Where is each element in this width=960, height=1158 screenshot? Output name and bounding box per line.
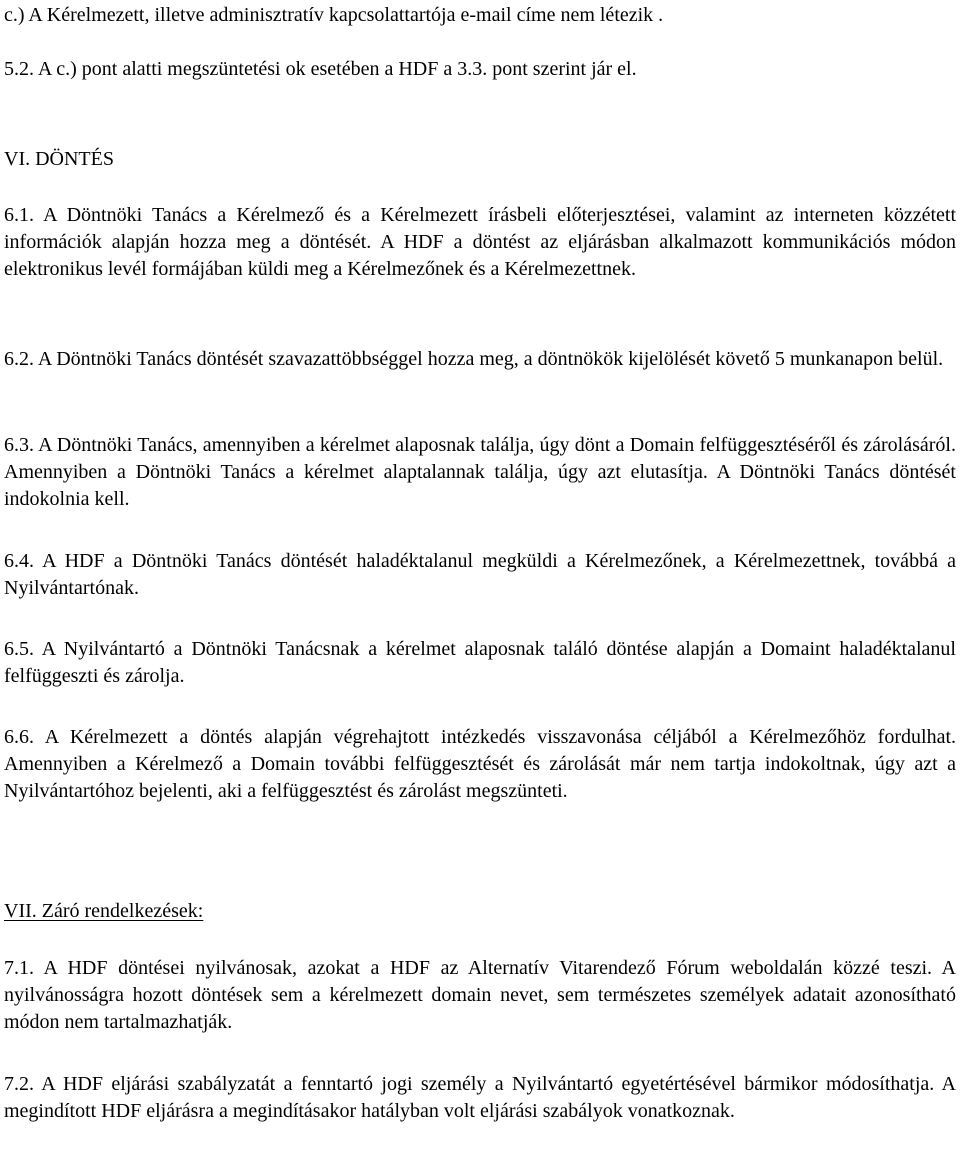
- paragraph-7-1: 7.1. A HDF döntései nyilvánosak, azokat a HDF az Alternatív Vitarendező Fórum weboldalán közzé teszi. A nyilvánosságra hozott döntések sem a kérelmezett domain nevet, sem természetes személyek adatait azonosítható módon nem tartalmazhatják.: [4, 957, 956, 1033]
- section-heading-vii: VII. Záró rendelkezések:: [4, 900, 204, 922]
- section-heading-vi: VI. DÖNTÉS: [4, 148, 114, 170]
- paragraph-6-3: 6.3. A Döntnöki Tanács, amennyiben a kérelmet alaposnak találja, úgy dönt a Domain felfüggesztéséről és zárolásáról. Amennyiben a Döntnöki Tanács a kérelmet alaptalannak találja, úgy azt elutasítja. A Döntnöki Tanács döntését indokolnia kell.: [4, 434, 956, 510]
- paragraph-6-2: 6.2. A Döntnöki Tanács döntését szavazattöbbséggel hozza meg, a döntnökök kijelölését követő 5 munkanapon belül.: [4, 348, 944, 370]
- paragraph-7-2: 7.2. A HDF eljárási szabályzatát a fenntartó jogi személy a Nyilvántartó egyetértésével bármikor módosíthatja. A megindított HDF eljárásra a megindításakor hatályban volt eljárási szabályok vonatkoznak.: [4, 1073, 956, 1122]
- paragraph-6-4: 6.4. A HDF a Döntnöki Tanács döntését haladéktalanul megküldi a Kérelmezőnek, a Kérelmezettnek, továbbá a Nyilvántartónak.: [4, 550, 956, 599]
- paragraph-5-1-c: c.) A Kérelmezett, illetve adminisztratív kapcsolattartója e-mail címe nem létezik .: [4, 4, 664, 26]
- paragraph-6-6: 6.6. A Kérelmezett a döntés alapján végrehajtott intézkedés visszavonása céljából a Kérelmezőhöz fordulhat. Amennyiben a Kérelmező a Domain további felfüggesztését és zárolását már nem tartja indokoltnak, úgy azt a Nyilvántartóhoz bejelenti, aki a felfüggesztést és zárolást megszünteti.: [4, 726, 956, 802]
- paragraph-5-2: 5.2. A c.) pont alatti megszüntetési ok esetében a HDF a 3.3. pont szerint jár el.: [4, 58, 637, 80]
- paragraph-6-1: 6.1. A Döntnöki Tanács a Kérelmező és a Kérelmezett írásbeli előterjesztései, valamint az interneten közzétett információk alapján hozza meg a döntését. A HDF a döntést az eljárásban alkalmazott kommunikációs módon elektronikus levél formájában küldi meg a Kérelmezőnek és a Kérelmezettnek.: [4, 204, 956, 280]
- paragraph-6-5: 6.5. A Nyilvántartó a Döntnöki Tanácsnak a kérelmet alaposnak találó döntése alapján a Domaint haladéktalanul felfüggeszti és zárolja.: [4, 638, 956, 687]
